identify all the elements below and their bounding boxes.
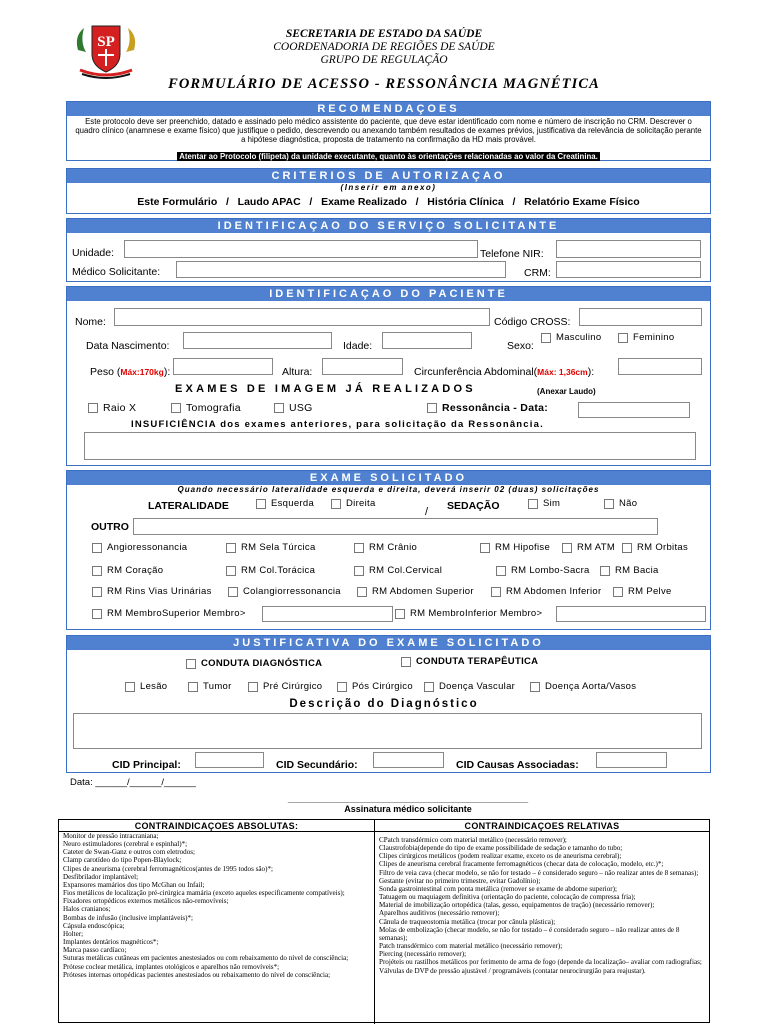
checkbox-icon: [622, 543, 632, 553]
contra-relativa-item: Aparelhos auditivos (necessário remover);: [379, 909, 500, 918]
contra-absoluta-item: Neuro estimuladores (cerebral e espinhal)*;: [63, 840, 188, 849]
contra-relativas-head: CONTRAINDICAÇOES RELATIVAS: [375, 820, 709, 832]
contra-relativas-column: [375, 820, 709, 1024]
cid-secundario-label: CID Secundário:: [276, 759, 358, 771]
just-pos-cirurgico-checkbox[interactable]: Pós Cirúrgico: [337, 681, 413, 692]
telefone-label: Telefone NIR:: [480, 248, 544, 260]
assinatura-label: Assinatura médico solicitante: [344, 804, 472, 814]
checkbox-icon: [427, 403, 437, 413]
checkbox-icon: [331, 499, 341, 509]
contra-relativa-item: Molas de embolização (checar modelo, se não for testado – é considerado seguro – não realizar antes de 8 semanas);: [379, 925, 680, 942]
contra-absoluta-item: Desfibrilador implantável;: [63, 872, 139, 881]
contra-relativa-item: Piercing (necessário remover);: [379, 950, 467, 959]
contra-relativa-item: Patch transdérmico com material metálico (necessário remover);: [379, 942, 563, 951]
contra-absoluta-item: Fios metálicos de localização pré-cirúrgica mamária (exceto aqueles especificamente compatíveis);: [63, 889, 345, 898]
tomografia-checkbox[interactable]: Tomografia: [171, 402, 241, 414]
page-title: FORMULÁRIO DE ACESSO - RESSONÂNCIA MAGNÉTICA: [168, 76, 600, 92]
checkbox-icon: [88, 403, 98, 413]
conduta-terapeutica-checkbox[interactable]: CONDUTA TERAPÊUTICA: [401, 656, 538, 667]
criterios-items: Este Formulário / Laudo APAC / Exame Realizado / História Clínica / Relatório Exame Físico: [137, 196, 640, 208]
header-coordenadoria: COORDENADORIA DE REGIÕES DE SAÚDE: [273, 41, 495, 53]
cid-principal-label: CID Principal:: [112, 759, 181, 771]
recomendacoes-text: Este protocolo deve ser preenchido, datado e assinado pelo médico assistente do paciente, que deve estar identificado com nome e número de inscrição no CRM. Descrever o quadro clínico (anamnese e exame físico) que justifique o pedido, descrevendo ou anexando também resultados de exames prévios, justificativa da relevância de solicitação perante a hipótese diagnóstica, proposta de tratamento na confirmação da HD mais provável.: [75, 117, 702, 145]
contra-absolutas-column: [59, 820, 375, 1024]
unidade-field[interactable]: [124, 240, 478, 258]
exam-atm-checkbox[interactable]: RM ATM: [562, 542, 615, 553]
ressonancia-checkbox[interactable]: Ressonância - Data:: [427, 402, 548, 414]
checkbox-icon: [248, 682, 258, 692]
checkbox-icon: [125, 682, 135, 692]
checkbox-icon: [171, 403, 181, 413]
descricao-diagnostico-field[interactable]: [73, 713, 702, 749]
contra-relativa-item: Material de imobilização ortopédica (talas, gesso, equipamentos de tração) (necessário remover);: [379, 901, 655, 910]
contra-absoluta-item: Fixadores ortopédicos externos metálicos não-removíveis;: [63, 897, 229, 906]
contra-absoluta-item: Suturas metálicas cutâneas em pacientes anestesiados ou com rebaixamento do nível de consciência;: [63, 954, 349, 963]
cid-secundario-field[interactable]: [373, 752, 444, 768]
exam-angioressonancia-checkbox[interactable]: Angioressonancia: [92, 542, 187, 553]
unidade-label: Unidade:: [72, 247, 115, 259]
checkbox-icon: [92, 609, 102, 619]
nascimento-label: Data Nascimento:: [86, 340, 170, 352]
checkbox-icon: [496, 566, 506, 576]
checkbox-icon: [613, 587, 623, 597]
contra-relativa-item: Válvulas de DVP de pressão ajustável / programáveis (contatar neurocirurgião para reajustar).: [379, 966, 646, 975]
contra-relativa-item: Tatuagem ou maquiagem definitiva (orientação do paciente, colocação de compressa fria);: [379, 893, 636, 902]
just-tumor-checkbox[interactable]: Tumor: [188, 681, 232, 692]
lateralidade-label: LATERALIDADE: [148, 500, 229, 512]
telefone-field[interactable]: [556, 240, 701, 258]
exam-abdomen-inferior-checkbox[interactable]: RM Abdomen Inferior: [491, 586, 601, 597]
exam-bacia-checkbox[interactable]: RM Bacia: [600, 565, 659, 576]
data-field-line[interactable]: Data: ______/______/______: [70, 777, 196, 788]
checkbox-icon: [401, 657, 411, 667]
checkbox-icon: [92, 587, 102, 597]
outro-field[interactable]: [133, 518, 658, 535]
exam-pelve-checkbox[interactable]: RM Pelve: [613, 586, 672, 597]
exam-col-toracica-checkbox[interactable]: RM Col.Torácica: [226, 565, 315, 576]
checkbox-icon: [604, 499, 614, 509]
sedacao-nao-checkbox[interactable]: Não: [604, 498, 637, 509]
raiox-checkbox[interactable]: Raio X: [88, 402, 136, 414]
exames-realizados-title: EXAMES DE IMAGEM JÁ REALIZADOS: [175, 383, 476, 395]
checkbox-icon: [337, 682, 347, 692]
checkbox-icon: [354, 566, 364, 576]
paciente-band: IDENTIFICAÇAO DO PACIENTE: [67, 287, 710, 301]
checkbox-icon: [226, 566, 236, 576]
checkbox-icon: [357, 587, 367, 597]
contra-relativas-list: [375, 832, 709, 975]
creatinina-highlight: Atentar ao Protocolo (filipeta) da unidade executante, quanto às orientações relacionadas ao valor da Creatinina.: [179, 151, 598, 161]
contra-absoluta-item: Clipes de aneurisma (cerebral ferromagnéticos(antes de 1995 todos são)*;: [63, 864, 273, 873]
exam-sela-turcica-checkbox[interactable]: RM Sela Túrcica: [226, 542, 316, 553]
contra-absolutas-list: [59, 832, 374, 979]
checkbox-icon: [92, 543, 102, 553]
checkbox-icon: [480, 543, 490, 553]
exam-lombo-sacra-checkbox[interactable]: RM Lombo-Sacra: [496, 565, 590, 576]
exam-abdomen-superior-checkbox[interactable]: RM Abdomen Superior: [357, 586, 474, 597]
exam-membro-inferior-checkbox[interactable]: RM MembroInferior Membro>: [395, 608, 542, 619]
just-doenca-aorta-checkbox[interactable]: Doença Aorta/Vasos: [530, 681, 636, 692]
altura-label: Altura:: [282, 366, 313, 378]
contra-absoluta-item: Prótese coclear metálica, implantes otológicos e aparelhos não removíveis*;: [63, 962, 280, 971]
contra-relativa-item: Cânula de traqueostomia metálica (trocar por cânula plástica);: [379, 917, 556, 926]
direita-checkbox[interactable]: Direita: [331, 498, 376, 509]
sedacao-label: SEDAÇÃO: [447, 500, 500, 512]
contra-relativa-item: Clipes cirúrgicos metálicos (podem realizar exame, exceto os de aneurisma cerebral);: [379, 852, 622, 861]
nome-label: Nome:: [75, 316, 106, 328]
cid-causas-field[interactable]: [596, 752, 667, 768]
exam-cranio-checkbox[interactable]: RM Crânio: [354, 542, 417, 553]
contra-absoluta-item: Clamp carotídeo do tipo Popen-Blaylock;: [63, 856, 182, 865]
slash-separator: /: [425, 506, 429, 518]
checkbox-icon: [541, 333, 551, 343]
idade-field[interactable]: [382, 332, 472, 349]
section-recomendacoes: [66, 101, 711, 161]
section-criterios: [66, 168, 711, 214]
codigo-cross-field[interactable]: [579, 308, 702, 326]
contra-relativa-item: Gestante (evitar no primeiro trimestre, evitar Gadolínio);: [379, 876, 541, 885]
anexar-laudo-note: (Anexar Laudo): [537, 387, 596, 396]
membro-inferior-field[interactable]: [556, 606, 706, 622]
exam-col-cervical-checkbox[interactable]: RM Col.Cervical: [354, 565, 442, 576]
contra-absoluta-item: Implantes dentários magnéticos*;: [63, 938, 159, 947]
sedacao-sim-checkbox[interactable]: Sim: [528, 498, 560, 509]
nascimento-field[interactable]: [183, 332, 332, 349]
insuficiencia-field[interactable]: [84, 432, 696, 460]
servico-band: IDENTIFICAÇAO DO SERVIÇO SOLICITANTE: [67, 219, 710, 233]
checkbox-icon: [228, 587, 238, 597]
exam-colangiorressonancia-checkbox[interactable]: Colangiorressonancia: [228, 586, 341, 597]
codigo-cross-label: Código CROSS:: [494, 316, 571, 328]
exame-band: EXAME SOLICITADO: [67, 471, 710, 485]
contra-absoluta-item: Próteses internas ortopédicas pacientes anestesiados ou rebaixamento do nível de consciência;: [63, 970, 331, 979]
idade-label: Idade:: [343, 340, 373, 352]
criterios-sub: (Inserir em anexo): [340, 183, 437, 192]
contra-absoluta-item: Bombas de infusão (inclusive implantáveis)*;: [63, 913, 194, 922]
contra-relativa-item: Claustrofobia(depende do tipo de exame possibilidade de sedação e tamanho do tubo;: [379, 844, 623, 853]
recomendacoes-band: RECOMENDAÇOES: [67, 102, 710, 116]
circunferencia-field[interactable]: [618, 358, 702, 375]
medico-field[interactable]: [176, 261, 506, 278]
justificativa-band: JUSTIFICATIVA DO EXAME SOLICITADO: [67, 636, 710, 650]
outro-label: OUTRO: [91, 521, 129, 533]
checkbox-icon: [528, 499, 538, 509]
descricao-diagnostico-title: Descrição do Diagnóstico: [289, 698, 479, 710]
checkbox-icon: [354, 543, 364, 553]
checkbox-icon: [491, 587, 501, 597]
peso-field[interactable]: [173, 358, 273, 375]
membro-superior-field[interactable]: [262, 606, 393, 622]
header-grupo: GRUPO DE REGULAÇÃO: [320, 54, 448, 66]
criterios-band: CRITERIOS DE AUTORIZAÇAO: [67, 169, 710, 183]
contra-relativa-item: Sonda gastrointestinal com ponta metálica (remover se exame de abdome superior);: [379, 884, 617, 893]
contra-absolutas-head: CONTRAINDICAÇOES ABSOLUTAS:: [59, 820, 374, 832]
feminino-label: Feminino: [633, 332, 675, 343]
ressonancia-data-field[interactable]: [578, 402, 690, 418]
contra-absoluta-item: Expansores mamários dos tipo McGhan ou Infail;: [63, 880, 205, 889]
masculino-label: Masculino: [556, 332, 602, 343]
checkbox-icon: [424, 682, 434, 692]
cid-causas-label: CID Causas Associadas:: [456, 759, 579, 771]
contra-absoluta-item: Marca passo cardíaco;: [63, 946, 127, 955]
crm-label: CRM:: [524, 267, 551, 279]
circunferencia-label: Circunferência Abdominal(Máx: 1,36cm):: [414, 366, 595, 378]
contra-absoluta-item: Monitor de pressão intracraniana;: [63, 832, 159, 840]
contra-relativa-item: CPatch transdérmico com material metálico (necessário remover);: [379, 836, 567, 844]
checkbox-icon: [92, 566, 102, 576]
insuficiencia-text: INSUFICIÊNCIA dos exames anteriores, para solicitação da Ressonância.: [131, 419, 544, 430]
sexo-label: Sexo:: [507, 340, 534, 352]
contra-absoluta-item: Cápsula endoscópica;: [63, 921, 125, 930]
exam-coracao-checkbox[interactable]: RM Coração: [92, 565, 163, 576]
contraindicacoes-table: [58, 819, 710, 1023]
just-pre-cirurgico-checkbox[interactable]: Pré Cirúrgico: [248, 681, 322, 692]
logo-letters: SP: [97, 34, 115, 50]
conduta-diagnostica-checkbox[interactable]: CONDUTA DIAGNÓSTICA: [186, 658, 322, 669]
checkbox-icon: [618, 333, 628, 343]
exam-rins-checkbox[interactable]: RM Rins Vias Urinárias: [92, 586, 212, 597]
checkbox-icon: [600, 566, 610, 576]
contra-absoluta-item: Holter;: [63, 929, 84, 938]
cid-principal-field[interactable]: [195, 752, 264, 768]
masculino-checkbox[interactable]: [541, 332, 601, 343]
contra-relativa-item: Filtro de veia cava (checar modelo, se não for testado – é considerado seguro – não realizar antes de 8 semanas);: [379, 868, 699, 877]
checkbox-icon: [226, 543, 236, 553]
exam-hipofise-checkbox[interactable]: RM Hipofise: [480, 542, 550, 553]
nome-field[interactable]: [114, 308, 490, 326]
header-secretaria: SECRETARIA DE ESTADO DA SAÚDE: [285, 28, 483, 40]
checkbox-icon: [274, 403, 284, 413]
contra-relativa-item: Projéteis ou rastilhos metálicos por ferimento de arma de fogo (depende da localização– avaliar com radiografias;: [379, 958, 702, 967]
checkbox-icon: [186, 659, 196, 669]
altura-field[interactable]: [322, 358, 403, 375]
esquerda-checkbox[interactable]: Esquerda: [256, 498, 314, 509]
checkbox-icon: [188, 682, 198, 692]
exam-orbitas-checkbox[interactable]: RM Orbitas: [622, 542, 688, 553]
contra-absoluta-item: Halos cranianos;: [63, 905, 111, 914]
checkbox-icon: [530, 682, 540, 692]
checkbox-icon: [256, 499, 266, 509]
medico-label: Médico Solicitante:: [72, 266, 161, 278]
exam-membro-superior-checkbox[interactable]: RM MembroSuperior Membro>: [92, 608, 246, 619]
usg-checkbox[interactable]: USG: [274, 402, 313, 414]
checkbox-icon: [562, 543, 572, 553]
signature-line: ________________________________________________: [287, 794, 529, 804]
feminino-checkbox[interactable]: [618, 332, 674, 343]
checkbox-icon: [395, 609, 405, 619]
contra-absoluta-item: Cateter de Swan-Ganz e outros com eletrodos;: [63, 848, 195, 857]
just-doenca-vascular-checkbox[interactable]: Doença Vascular: [424, 681, 515, 692]
peso-label: Peso (Máx:170kg):: [90, 366, 171, 378]
exame-sub: Quando necessário lateralidade esquerda e direita, deverá inserir 02 (duas) solicitações: [177, 485, 600, 494]
contra-relativa-item: Clipes de aneurisma cerebral fracamente ferromagnéticos (checar data de colocação, modelo, etc.)*;: [379, 860, 664, 869]
just-lesao-checkbox[interactable]: Lesão: [125, 681, 167, 692]
crm-field[interactable]: [556, 261, 701, 278]
